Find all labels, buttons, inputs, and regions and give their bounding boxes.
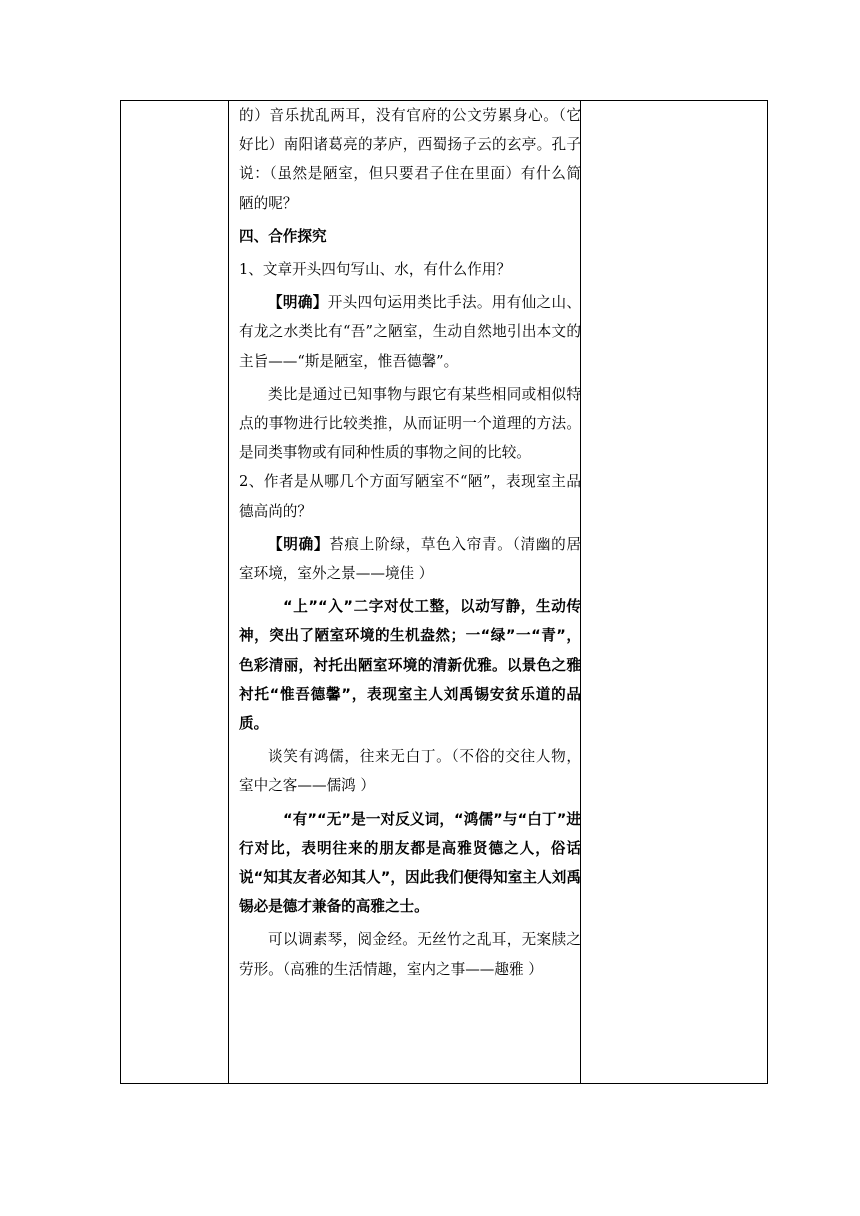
answer-4-text: 可以调素琴，阅金经。无丝竹之乱耳，无案牍之劳形。（高雅的生活情趣，室内之事——趣雅 ）: [239, 931, 581, 978]
answer-1-label: 【明确】: [268, 294, 328, 312]
analogy-note: 类比是通过已知事物与跟它有某些相同或相似特点的事物进行比较类推，从而证明一个道理的方法。是同类事物或有同种性质的事物之间的比较。: [239, 385, 581, 462]
answer-1: [239, 288, 581, 376]
answer-1-text: 开头四句运用类比手法。用有仙之山、有龙之水类比有“吾”之陋室，生动自然地引出本文的主旨——“斯是陋室，惟吾德馨”。: [239, 294, 581, 370]
translation-paragraph: 的）音乐扰乱两耳，没有官府的公文劳累身心。（它好比）南阳诸葛亮的茅庐，西蜀扬子云的玄亭。孔子说：（虽然是陋室，但只要君子住在里面）有什么简陋的呢？: [239, 107, 581, 212]
lesson-content-cell: [235, 101, 581, 984]
answer-3-text: 谈笑有鸿儒，往来无白丁。（不俗的交往人物，室中之客——儒鸿 ）: [239, 748, 581, 795]
question-2: 2、作者是从哪几个方面写陋室不“陋”，表现室主品德高尚的？: [239, 473, 581, 520]
answer-2: [239, 530, 581, 588]
lesson-table: [120, 100, 768, 1084]
answer-2-analysis: “上”“入”二字对仗工整，以动写静，生动传神，突出了陋室环境的生机盎然；一“绿”一“青”，色彩清丽，衬托出陋室环境的清新优雅。以景色之雅衬托“惟吾德馨”，表现室主人刘禹锡安贫乐道的品质。: [239, 598, 581, 733]
column-divider-1: [228, 101, 229, 1083]
answer-3-analysis: “有”“无”是一对反义词，“鸿儒”与“白丁”进行对比，表明往来的朋友都是高雅贤德之人，俗话说“知其友者必知其人”，因此我们便得知室主人刘禹锡必是德才兼备的高雅之士。: [239, 810, 581, 916]
section-heading: 四、合作探究: [239, 227, 327, 245]
answer-2-text: 苔痕上阶绿，草色入帘青。（清幽的居室环境，室外之景——境佳 ）: [239, 535, 581, 583]
answer-2-label: 【明确】: [268, 535, 330, 553]
question-1: 1、文章开头四句写山、水，有什么作用？: [239, 261, 511, 279]
